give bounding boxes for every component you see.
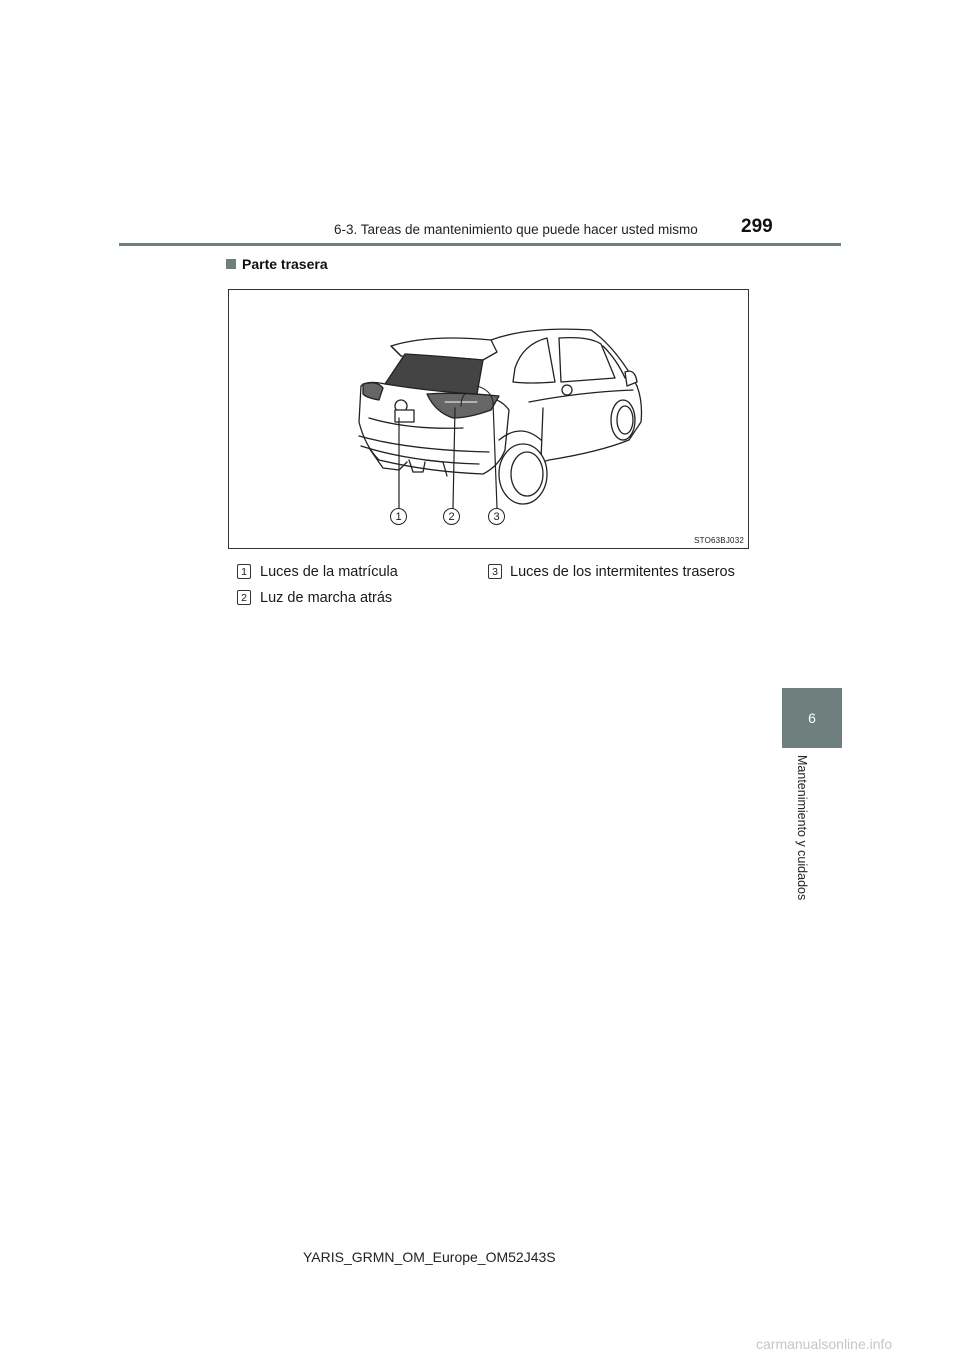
legend-number-1: 1 — [237, 564, 251, 579]
section-heading — [226, 256, 328, 272]
legend-item-1: Luces de la matrícula — [260, 564, 398, 580]
header-divider — [119, 243, 841, 246]
legend-item-2: Luz de marcha atrás — [260, 590, 393, 606]
square-bullet-icon — [226, 259, 236, 269]
figure-frame — [228, 289, 749, 549]
car-rear-illustration — [229, 290, 748, 548]
legend-item-3: Luces de los intermitentes traseros — [510, 564, 735, 580]
figure-callout-1: 1 — [390, 508, 407, 525]
figure-code: STO63BJ032 — [694, 536, 744, 545]
chapter-label: Mantenimiento y cuidados — [795, 755, 809, 901]
chapter-tab[interactable] — [782, 688, 842, 748]
chapter-number: 6 — [808, 710, 816, 726]
figure-callout-2: 2 — [443, 508, 460, 525]
legend-number-2: 2 — [237, 590, 251, 605]
legend-number-3: 3 — [488, 564, 502, 579]
section-heading-text: Parte trasera — [242, 256, 328, 272]
footer-document-code: YARIS_GRMN_OM_Europe_OM52J43S — [303, 1249, 556, 1265]
page-number: 299 — [741, 216, 773, 237]
watermark: carmanualsonline.info — [756, 1336, 893, 1352]
header-section-title: 6-3. Tareas de mantenimiento que puede hacer usted mismo — [334, 222, 698, 237]
figure-callout-3: 3 — [488, 508, 505, 525]
